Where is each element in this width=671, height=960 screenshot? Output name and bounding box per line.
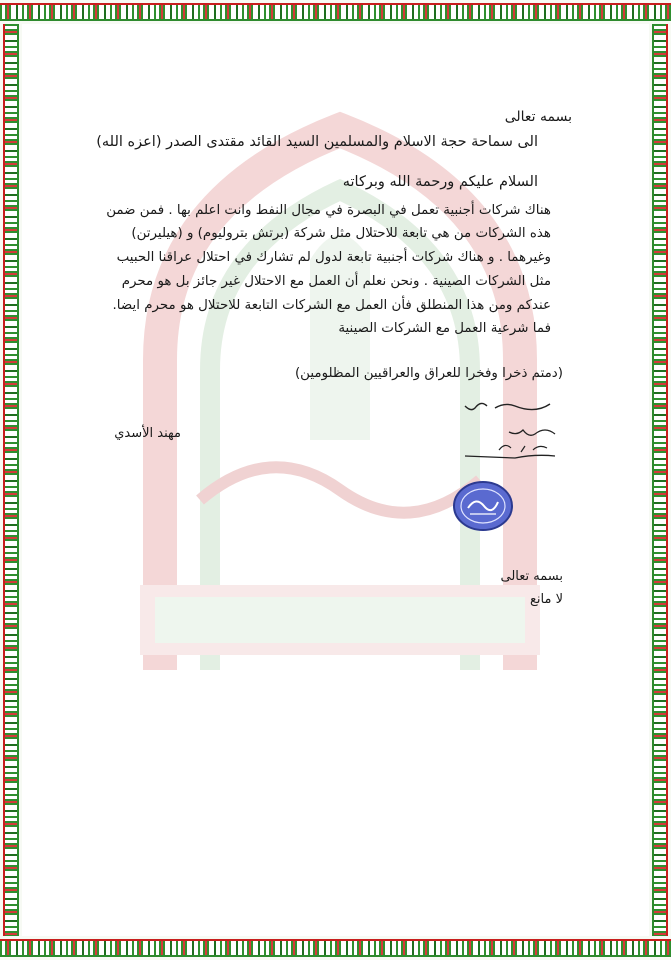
- reply-basmala: بسمه تعالى: [500, 569, 563, 584]
- letter-body-line: هناك شركات أجنبية تعمل في البصرة في مجال النفط وانت اعلم بها . فمن ضمن: [106, 203, 551, 218]
- letter-body-line: عندكم ومن هذا المنطلق فأن العمل مع الشركات التابعة للاحتلال هو محرم ايضا.: [112, 298, 551, 313]
- official-seal: [452, 480, 514, 532]
- letter-body-line: فما شرعية العمل مع الشركات الصينية: [338, 321, 551, 336]
- sender-name: مهند الأسدي: [114, 426, 181, 441]
- letter-basmala: بسمه تعالى: [504, 109, 572, 125]
- decorative-border-right: [649, 24, 671, 936]
- decorative-border-bottom: [0, 936, 671, 960]
- letter-body-line: مثل الشركات الصينية . ونحن نعلم أن العمل مع الاحتلال غير جائز بل هو محرم: [121, 274, 551, 289]
- letter-body-line: هذه الشركات من هي تابعة للاحتلال مثل شركة (برتش بتروليوم) و (هيليرتن): [131, 226, 551, 241]
- reply-text: لا مانع: [529, 592, 563, 607]
- letter-greeting: السلام عليكم ورحمة الله وبركاته: [342, 174, 538, 190]
- letter-body-line: وغيرهما . و هناك شركات أجنبية تابعة لدول لم تشارك في احتلال عراقنا الحبيب: [116, 250, 551, 265]
- decorative-border-left: [0, 24, 22, 936]
- letter-closing-prayer: (دمتم ذخرا وفخرا للعراق والعراقيين المظلومين): [294, 366, 563, 381]
- letter-addressee: الى سماحة حجة الاسلام والمسلمين السيد القائد مقتدى الصدر (اعزه الله): [96, 134, 538, 150]
- handwritten-signature: [455, 392, 565, 467]
- watermark-emblem: [120, 110, 560, 670]
- decorative-border-top: [0, 0, 671, 24]
